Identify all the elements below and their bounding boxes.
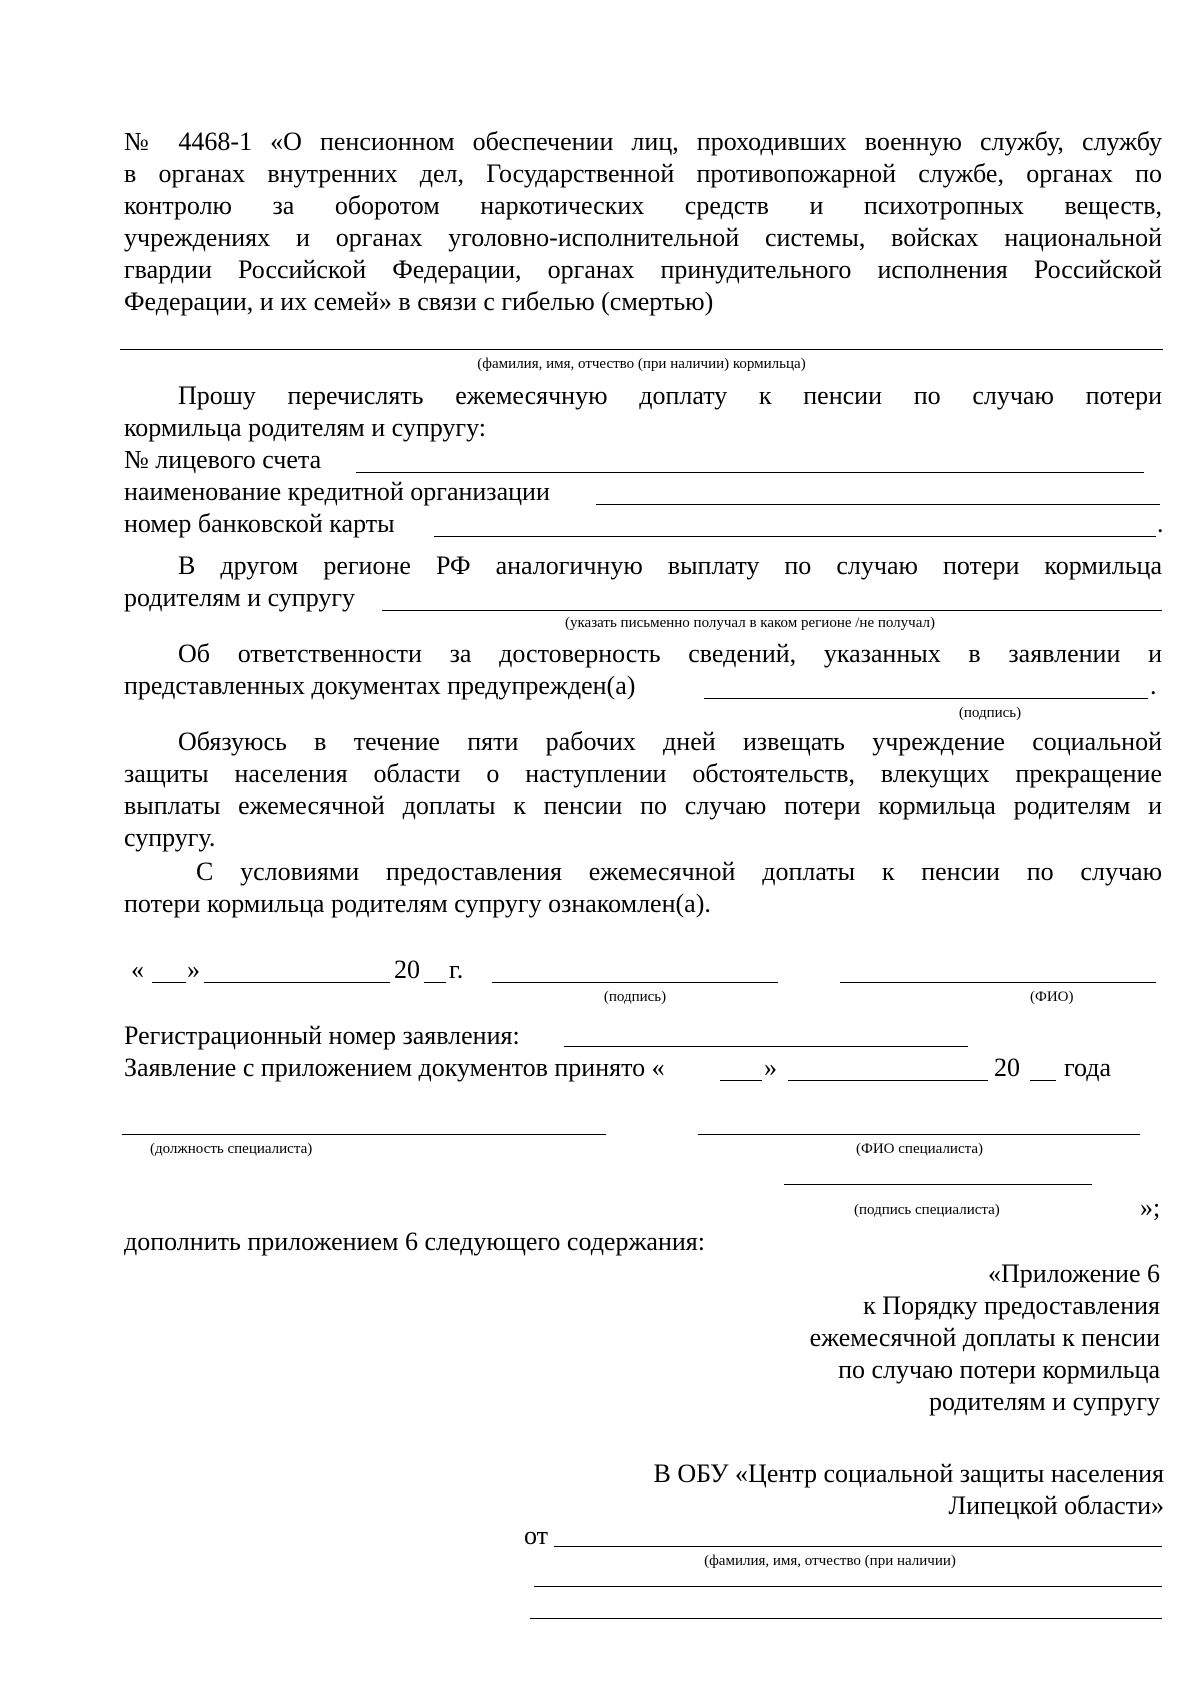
- addressee-line-1: В ОБУ «Центр социальной защиты населения: [653, 1459, 1164, 1488]
- obligation-line-1: Обязуюсь в течение пяти рабочих дней извещать учреждение социальной: [178, 727, 1162, 756]
- obligation-line-3: выплаты ежемесячной доплаты к пенсии по случаю потери кормильца родителям и: [124, 791, 1162, 820]
- specialist-signature-caption: (подпись специалиста): [854, 1202, 1000, 1218]
- applicant-signature-caption: (подпись): [603, 989, 667, 1005]
- appendix-line-3: ежемесячной доплаты к пенсии: [809, 1323, 1160, 1352]
- card-label: номер банковской карты: [124, 509, 395, 538]
- request-line-1: Прошу перечислять ежемесячную доплату к пенсии по случаю потери: [178, 381, 1162, 410]
- breadwinner-name-line[interactable]: [120, 349, 1163, 350]
- region-field[interactable]: [382, 610, 1162, 611]
- intro-line-4: учреждениях и органах уголовно-исполнительной системы, войсках национальной: [124, 223, 1162, 252]
- appendix-line-4: по случаю потери кормильца: [838, 1355, 1160, 1384]
- card-end: .: [1157, 509, 1164, 538]
- intro-line-5: гвардии Российской Федерации, органах принудительного исполнения Российской: [124, 255, 1162, 284]
- date-open-quote: «: [131, 955, 144, 984]
- date-month-field[interactable]: [204, 982, 390, 983]
- date-day-field[interactable]: [152, 982, 186, 983]
- addressee-line-2: Липецкой области»: [948, 1491, 1164, 1520]
- applicant-signature-field[interactable]: [492, 982, 778, 983]
- registration-label: Регистрационный номер заявления:: [124, 1021, 520, 1050]
- intro-line-1: № 4468-1 «О пенсионном обеспечении лиц, проходивших военную службу, службу: [124, 127, 1162, 156]
- from-name-field[interactable]: [554, 1546, 1162, 1547]
- accepted-month-field[interactable]: [788, 1080, 988, 1081]
- applicant-fio-caption: (ФИО): [1030, 989, 1074, 1005]
- intro-line-6: Федерации, и их семей» в связи с гибелью (смертью): [124, 287, 714, 316]
- account-label: № лицевого счета: [124, 445, 322, 474]
- obligation-line-2: защиты населения области о наступлении обстоятельств, влекущих прекращение: [124, 759, 1162, 788]
- card-number-field[interactable]: [434, 536, 1156, 537]
- responsibility-signature-field[interactable]: [704, 698, 1148, 699]
- terms-line-1: С условиями предоставления ежемесячной доплаты к пенсии по случаю: [196, 857, 1162, 886]
- specialist-fio-caption: (ФИО специалиста): [856, 1141, 984, 1157]
- specialist-position-caption: (должность специалиста): [150, 1141, 313, 1157]
- date-year-field[interactable]: [424, 982, 446, 983]
- intro-line-3: контролю за оборотом наркотических средств и психотропных веществ,: [124, 191, 1162, 220]
- responsibility-line-1: Об ответственности за достоверность сведений, указанных в заявлении и: [178, 639, 1162, 668]
- from-name-caption: (фамилия, имя, отчество (при наличии): [704, 1553, 956, 1569]
- date-close-quote: »: [187, 955, 200, 984]
- date-year-prefix: 20: [394, 955, 420, 984]
- breadwinner-name-caption: (фамилия, имя, отчество (при наличии) кормильца): [477, 356, 806, 372]
- accepted-close-quote: »: [764, 1053, 777, 1082]
- region-line-1: В другом регионе РФ аналогичную выплату по случаю потери кормильца: [178, 551, 1162, 580]
- appendix-line-2: к Порядку предоставления: [863, 1291, 1160, 1320]
- specialist-fio-field[interactable]: [698, 1134, 1140, 1135]
- responsibility-signature-caption: (подпись): [958, 705, 1022, 721]
- terms-line-2: потери кормильца родителям супругу ознакомлен(а).: [124, 889, 711, 918]
- accepted-label: Заявление с приложением документов принято «: [124, 1053, 665, 1082]
- registration-number-field[interactable]: [564, 1046, 968, 1047]
- supplement-label: дополнить приложением 6 следующего содержания:: [124, 1227, 705, 1256]
- region-line-2: родителям и супругу: [124, 583, 356, 612]
- bank-name-field[interactable]: [596, 504, 1160, 505]
- from-label: от: [524, 1521, 549, 1550]
- applicant-fio-field[interactable]: [840, 982, 1156, 983]
- from-extra-line-2[interactable]: [530, 1618, 1162, 1619]
- accepted-year-field[interactable]: [1030, 1080, 1056, 1081]
- region-caption: (указать письменно получал в каком регионе /не получал): [565, 615, 935, 631]
- appendix-line-5: родителям и супругу: [928, 1387, 1160, 1416]
- from-extra-line-1[interactable]: [534, 1586, 1162, 1587]
- specialist-signature-field[interactable]: [784, 1184, 1092, 1185]
- request-line-2: кормильца родителям и супругу:: [124, 413, 486, 442]
- obligation-line-4: супругу.: [124, 823, 216, 852]
- responsibility-line-2: представленных документах предупрежден(а): [124, 671, 636, 700]
- date-year-suffix: г.: [449, 955, 464, 984]
- intro-line-2: в органах внутренних дел, Государственной противопожарной службе, органах по: [124, 159, 1162, 188]
- account-number-field[interactable]: [356, 472, 1144, 473]
- bank-label: наименование кредитной организации: [124, 477, 550, 506]
- responsibility-end: .: [1150, 671, 1157, 700]
- accepted-day-field[interactable]: [720, 1080, 762, 1081]
- closing-mark: »;: [1140, 1193, 1161, 1222]
- specialist-position-field[interactable]: [122, 1134, 606, 1135]
- appendix-line-1: «Приложение 6: [987, 1259, 1160, 1288]
- accepted-year-prefix: 20: [994, 1053, 1020, 1082]
- accepted-year-suffix: года: [1064, 1053, 1112, 1082]
